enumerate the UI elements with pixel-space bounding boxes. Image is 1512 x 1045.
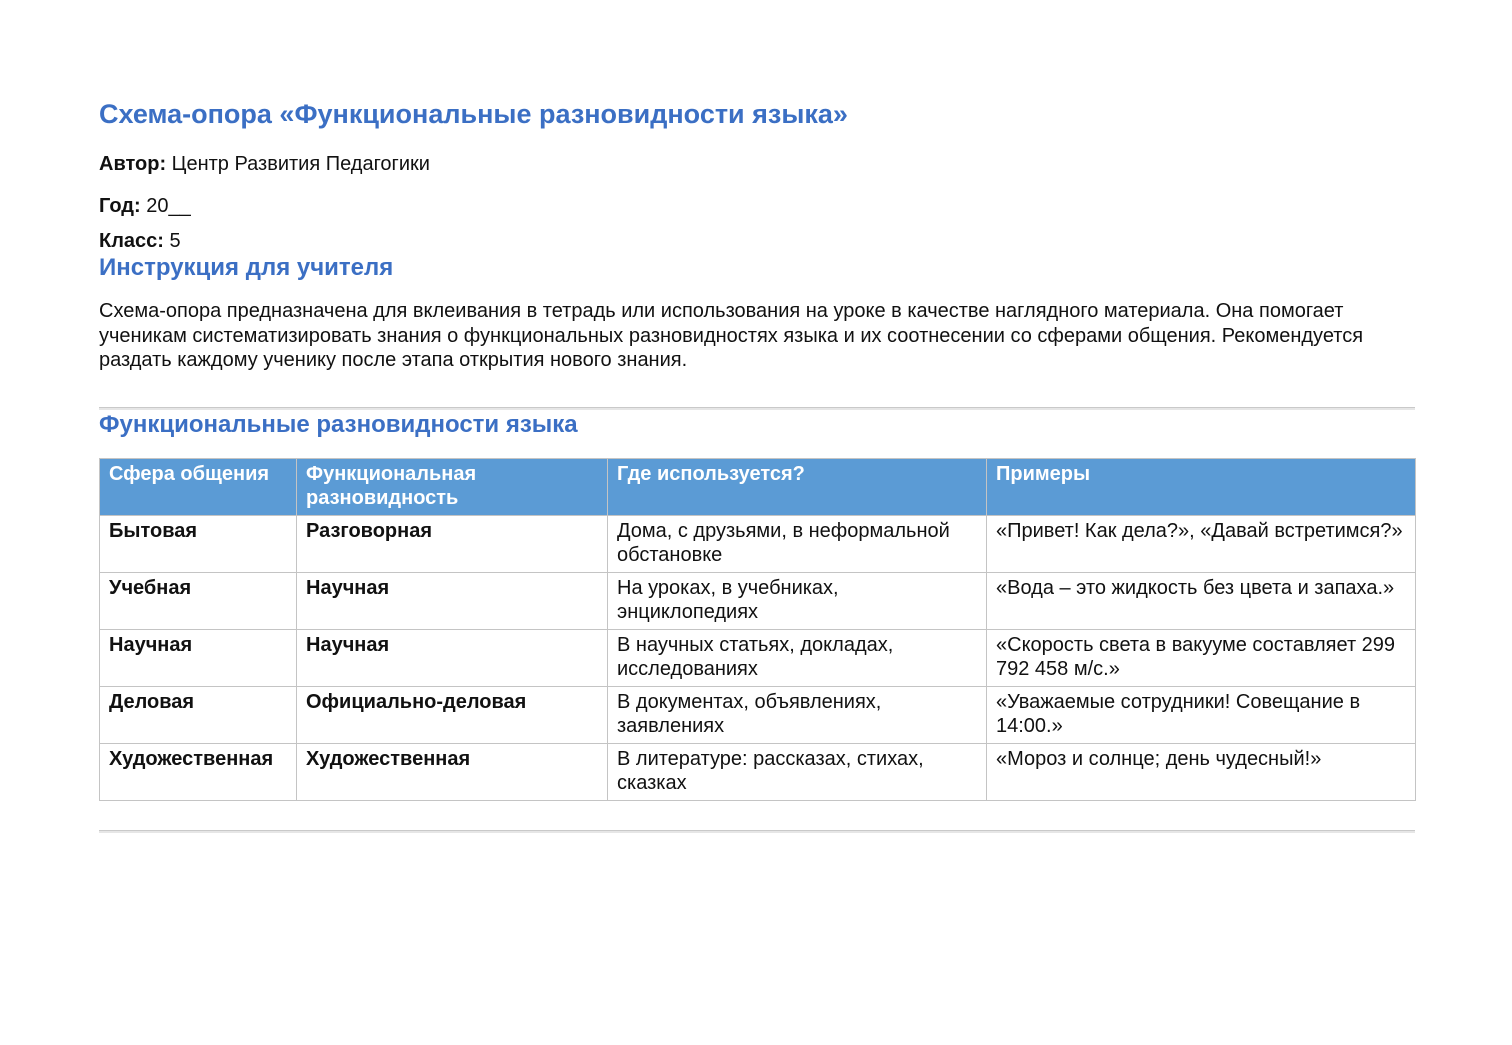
cell-variety: Официально-деловая — [297, 686, 608, 743]
cell-usage: В документах, объявлениях, заявлениях — [608, 686, 987, 743]
table-row — [100, 629, 1416, 686]
cell-examples: «Скорость света в вакууме составляет 299 792 458 м/с.» — [987, 629, 1416, 686]
column-header-usage: Где используется? — [608, 458, 987, 515]
divider — [99, 830, 1415, 833]
table-row — [100, 572, 1416, 629]
varieties-table — [99, 458, 1416, 801]
table-row — [100, 686, 1416, 743]
cell-variety: Разговорная — [297, 515, 608, 572]
year-value: 20__ — [140, 195, 191, 217]
table-heading: Функциональные разновидности языка — [99, 410, 578, 438]
author-label: Автор: — [99, 153, 167, 175]
cell-examples: «Привет! Как дела?», «Давай встретимся?» — [987, 515, 1416, 572]
column-header-examples: Примеры — [987, 458, 1416, 515]
cell-sphere: Научная — [100, 629, 297, 686]
table-header-row — [100, 458, 1416, 515]
table-row — [100, 743, 1416, 800]
document-content — [99, 96, 1415, 833]
table-row — [100, 515, 1416, 572]
author-value: Центр Развития Педагогики — [166, 153, 430, 175]
meta-year — [99, 194, 1415, 218]
cell-variety: Научная — [297, 572, 608, 629]
cell-examples: «Мороз и солнце; день чудесный!» — [987, 743, 1416, 800]
cell-variety: Научная — [297, 629, 608, 686]
cell-examples: «Уважаемые сотрудники! Совещание в 14:00.» — [987, 686, 1416, 743]
meta-class — [99, 229, 1415, 253]
cell-usage: Дома, с друзьями, в неформальной обстановке — [608, 515, 987, 572]
column-header-variety: Функциональная разновидность — [297, 458, 608, 515]
class-value: 5 — [163, 230, 181, 252]
year-label: Год: — [99, 195, 141, 217]
cell-sphere: Учебная — [100, 572, 297, 629]
cell-usage: В литературе: рассказах, стихах, сказках — [608, 743, 987, 800]
cell-usage: В научных статьях, докладах, исследованиях — [608, 629, 987, 686]
cell-variety: Художественная — [297, 743, 608, 800]
cell-sphere: Художественная — [100, 743, 297, 800]
cell-usage: На уроках, в учебниках, энциклопедиях — [608, 572, 987, 629]
instructions-heading: Инструкция для учителя — [99, 254, 394, 281]
cell-sphere: Деловая — [100, 686, 297, 743]
document-title: Схема-опора «Функциональные разновидности языка» — [99, 99, 848, 129]
meta-author — [99, 152, 1415, 176]
cell-examples: «Вода – это жидкость без цвета и запаха.» — [987, 572, 1416, 629]
class-label: Класс: — [99, 230, 164, 252]
column-header-sphere: Сфера общения — [100, 458, 297, 515]
cell-sphere: Бытовая — [100, 515, 297, 572]
instructions-text: Схема-опора предназначена для вклеивания в тетрадь или использования на уроке в качестве наглядного материала. Она помогает ученикам систематизировать знания о функциональных разновидностях языка и их соотнесении со сферами общения. Рекомендуется раздать каждому ученику после этапа открытия нового знания. — [99, 300, 1364, 371]
